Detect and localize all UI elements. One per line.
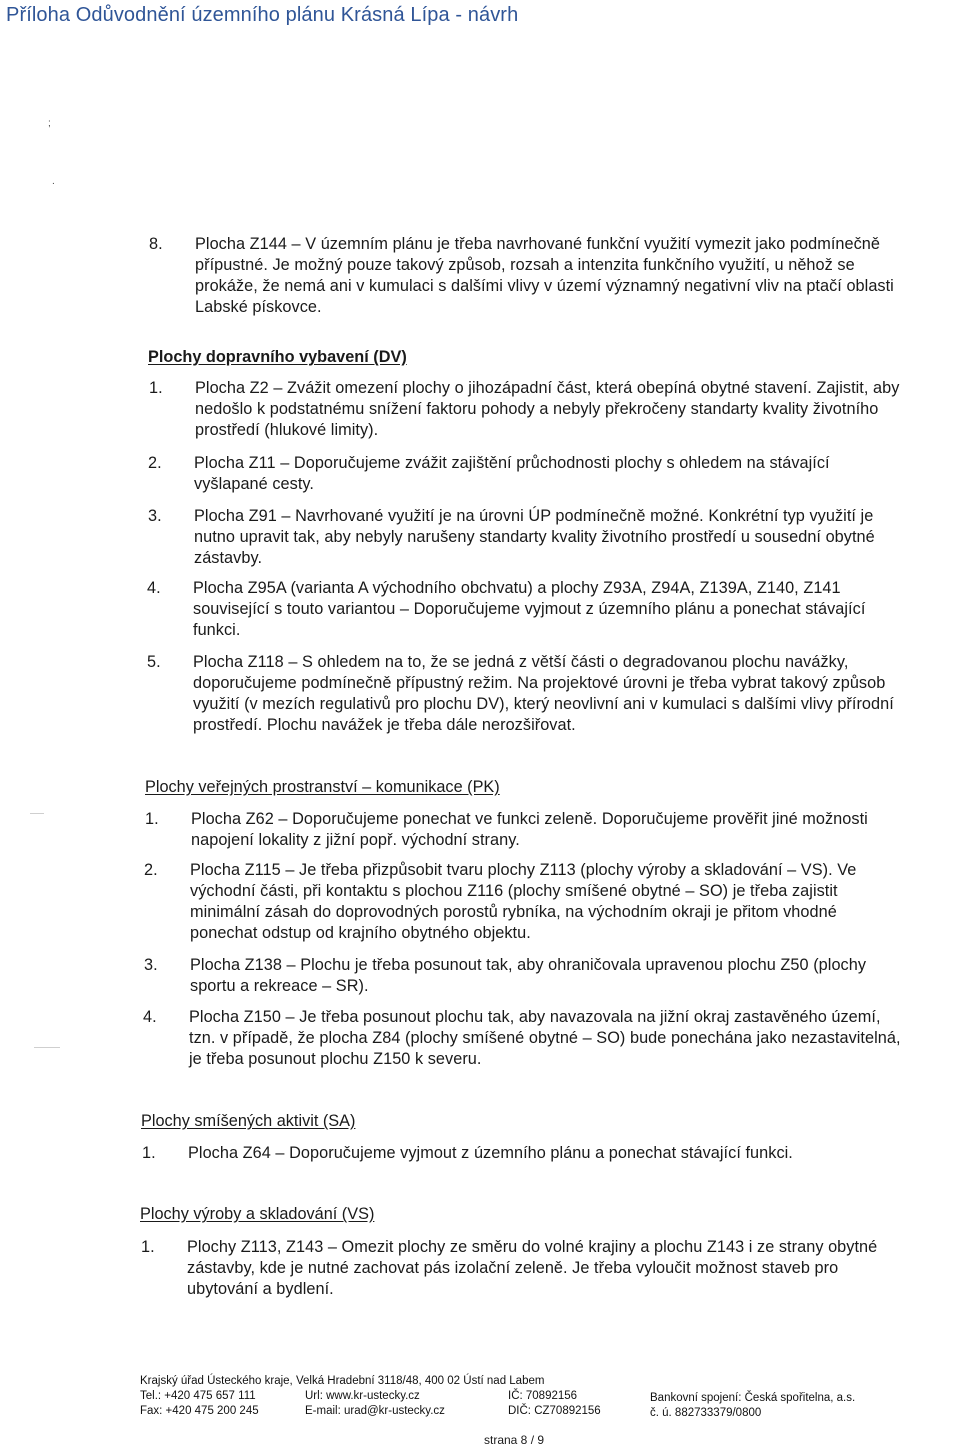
list-item (144, 860, 904, 944)
item-text: Plocha Z2 – Zvážit omezení plochy o jihozápadní část, která obepíná obytné stavení. Zajistit, aby nedošlo k podstatnému snížení faktoru pohody a nebyly překročeny standarty kvality životního prostředí (hlukové limity). (195, 379, 900, 439)
item-text: Plochy Z113, Z143 – Omezit plochy ze směru do volné krajiny a plochu Z143 i ze strany obytné zástavby, kde je nutné zachovat pás izolační zeleně. Je třeba vyloučit možnost staveb pro ubytování a bydlení. (187, 1238, 878, 1298)
item-number: 4. (143, 1008, 157, 1026)
item-text: Plocha Z95A (varianta A východního obchvatu) a plochy Z93A, Z94A, Z139A, Z140, Z141 související s touto variantou – Doporučujeme vyjmout z územního plánu a ponechat stávající funkci. (193, 579, 866, 639)
item-number: 1. (142, 1144, 156, 1162)
item-text: Plocha Z144 – V územním plánu je třeba navrhované funkční využití vymezit jako podmínečně přípustné. Je možný pouze takový způsob, rozsah a intenzita funkčního využití, u něhož se prokáže, že nemá ani v kumulaci s dalšími vlivy v území významný negativní vliv na ptačí oblasti Labské pískovce. (195, 235, 894, 316)
list-item (141, 1237, 903, 1300)
list-item (142, 1143, 902, 1164)
footer-account: č. ú. 882733379/0800 (650, 1407, 762, 1419)
item-number: 3. (148, 507, 162, 525)
item-number: 2. (144, 861, 158, 879)
scan-artifact (34, 1047, 60, 1048)
footer-office-address: Krajský úřad Ústeckého kraje, Velká Hradební 3118/48, 400 02 Ústí nad Labem (140, 1375, 545, 1387)
item-number: 4. (147, 579, 161, 597)
footer-dic: DIČ: CZ70892156 (508, 1405, 601, 1417)
footer-url: Url: www.kr-ustecky.cz (305, 1390, 420, 1402)
list-item (147, 652, 905, 736)
footer-bank: Bankovní spojení: Česká spořitelna, a.s. (650, 1392, 856, 1404)
item-number: 1. (145, 810, 159, 828)
item-number: 3. (144, 956, 158, 974)
item-text: Plocha Z91 – Navrhované využití je na úrovni ÚP podmínečně možné. Konkrétní typ využití je nutno upravit tak, aby nebyly narušeny standarty kvality životního prostředí u sousední obytné zástavby. (194, 507, 875, 567)
page-number: strana 8 / 9 (484, 1433, 545, 1447)
section-heading-sa: Plochy smíšených aktivit (SA) (141, 1112, 356, 1130)
list-item (149, 234, 910, 318)
list-item (148, 506, 906, 569)
section-heading-dv: Plochy dopravního vybavení (DV) (148, 348, 407, 366)
footer-ic: IČ: 70892156 (508, 1390, 578, 1402)
list-item (144, 955, 904, 997)
list-item (145, 809, 905, 851)
item-text: Plocha Z11 – Doporučujeme zvážit zajištění průchodnosti plochy s ohledem na stávající vyšlapané cesty. (194, 454, 830, 493)
item-number: 1. (141, 1238, 155, 1256)
stray-mark: ; (48, 118, 51, 129)
list-item (147, 578, 905, 641)
item-number: 1. (149, 379, 163, 397)
item-number: 8. (149, 235, 163, 253)
item-text: Plocha Z115 – Je třeba přizpůsobit tvaru plochy Z113 (plochy výroby a skladování – VS). Ve východní části, při kontaktu s plochou Z116 (plochy smíšené obytné – SO) je třeba zajistit minimální zásah do doprovodných porostů rybníka, na východním okraji je přitom vhodné ponechat odstup od krajního obytného objektu. (190, 861, 857, 942)
footer-tel: Tel.: +420 475 657 111 (140, 1390, 256, 1402)
page-header-title: Příloha Odůvodnění územního plánu Krásná Lípa - návrh (6, 4, 519, 26)
footer-fax: Fax: +420 475 200 245 (140, 1405, 259, 1417)
list-item (149, 378, 907, 441)
item-text: Plocha Z138 – Plochu je třeba posunout tak, aby ohraničovala upravenou plochu Z50 (plochy sportu a rekreace – SR). (190, 956, 867, 995)
item-text: Plocha Z64 – Doporučujeme vyjmout z územního plánu a ponechat stávající funkci. (188, 1144, 793, 1162)
item-number: 5. (147, 653, 161, 671)
stray-mark: . (52, 176, 55, 187)
footer-email: E-mail: urad@kr-ustecky.cz (305, 1405, 445, 1417)
list-item (148, 453, 906, 495)
item-number: 2. (148, 454, 162, 472)
section-heading-pk: Plochy veřejných prostranství – komunikace (PK) (145, 778, 500, 796)
item-text: Plocha Z150 – Je třeba posunout plochu tak, aby navazovala na jižní okraj zastavěného území, tzn. v případě, že plocha Z84 (plochy smíšené obytné – SO) bude ponechána jako nezastavitelná, je třeba posunout plochu Z150 k severu. (189, 1008, 901, 1068)
item-text: Plocha Z118 – S ohledem na to, že se jedná z větší části o degradovanou plochu navážky, doporučujeme podmínečně přípustný režim. Na projektové úrovni je třeba vybrat takový způsob využití (v mezích regulativů pro plochu DV), který neovlivní ani v kumulaci s dalšími vlivy přírodní prostředí. Plochu navážek je třeba dále nerozšiřovat. (193, 653, 894, 734)
section-heading-vs: Plochy výroby a skladování (VS) (140, 1205, 375, 1223)
item-text: Plocha Z62 – Doporučujeme ponechat ve funkci zeleně. Doporučujeme prověřit jiné možnosti napojení lokality z jižní popř. východní strany. (191, 810, 868, 849)
list-item (143, 1007, 903, 1070)
scan-artifact (30, 813, 44, 814)
